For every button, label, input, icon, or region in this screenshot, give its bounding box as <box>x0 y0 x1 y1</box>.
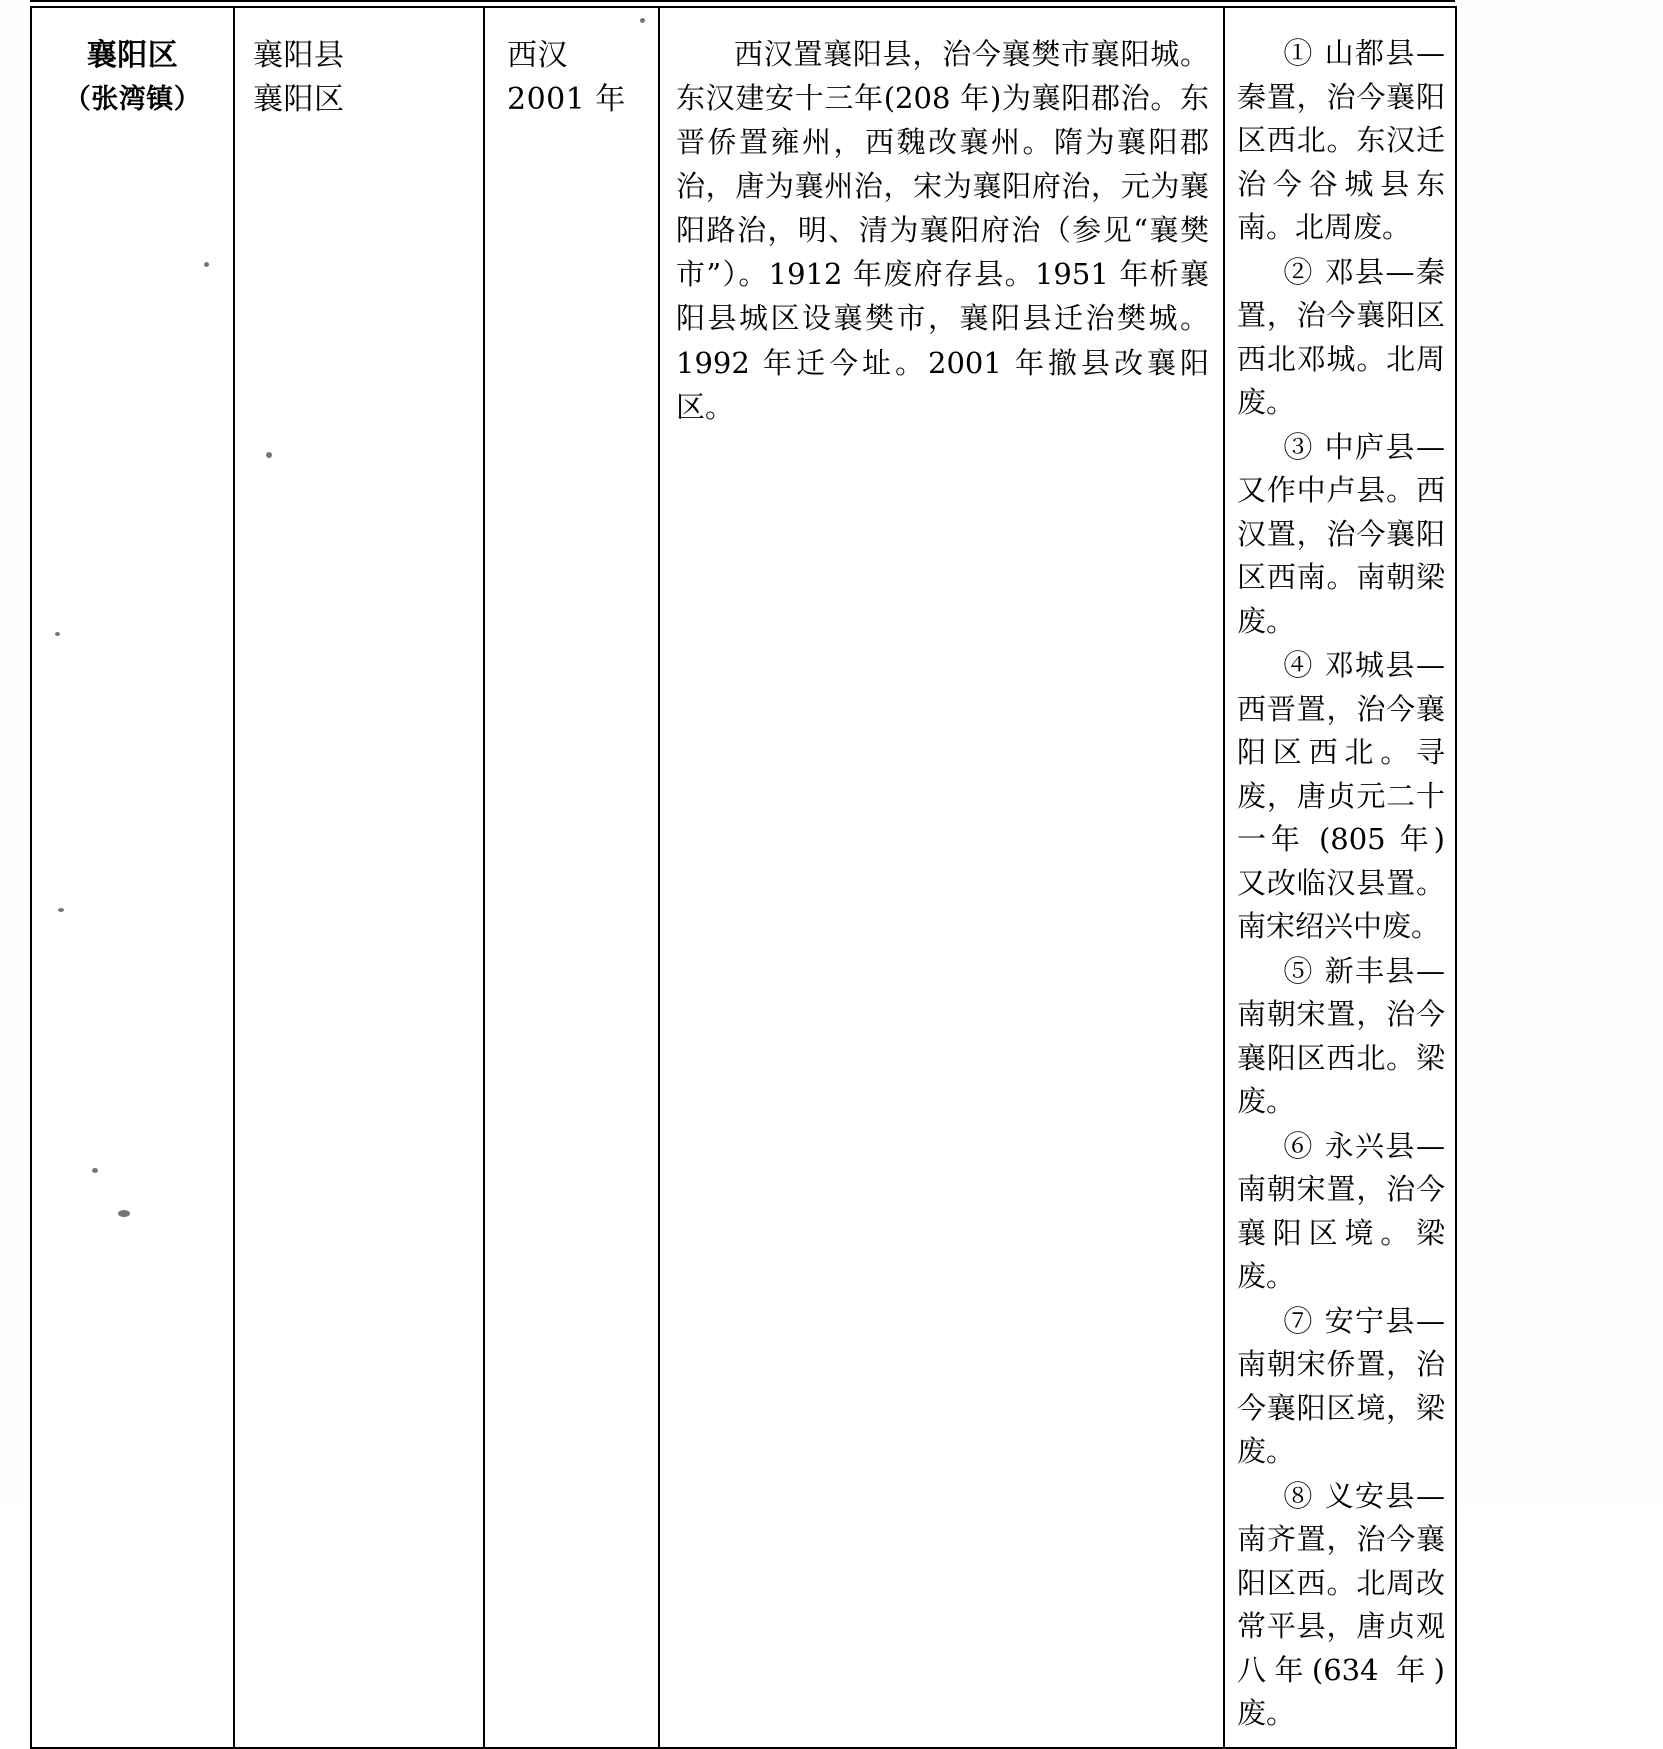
district-seat: （张湾镇） <box>63 83 202 115</box>
note-item: ② 邓县—秦置，治今襄阳区西北邓城。北周废。 <box>1237 254 1445 419</box>
cell-district-name <box>31 7 234 1748</box>
table-top-rule <box>30 0 1455 2</box>
scan-speck <box>640 18 645 23</box>
table-container <box>30 6 1455 1730</box>
cell-founding-era <box>484 7 659 1748</box>
history-description: 西汉置襄阳县，治今襄樊市襄阳城。东汉建安十三年(208 年)为襄阳郡治。东晋侨置雍州，西魏改襄州。隋为襄阳郡治，唐为襄州治，宋为襄阳府治，元为襄阳路治，明、清为襄阳府治（参见“襄樊市”）。1912 年废府存县。1951 年析襄阳县城区设襄樊市，襄阳县迁治樊城。1992 年迁今址。2001 年撤县改襄阳区。 <box>676 37 1209 424</box>
scan-speck <box>55 632 60 636</box>
note-item: ⑥ 永兴县—南朝宋置，治今襄阳区境。梁废。 <box>1237 1128 1445 1293</box>
note-item: ⑧ 义安县—南齐置，治今襄阳区西。北周改常平县，唐贞观八年(634 年)废。 <box>1237 1478 1445 1730</box>
district-name: 襄阳区 <box>86 38 179 73</box>
scan-speck <box>92 1168 98 1173</box>
notes-list <box>1225 8 1455 1747</box>
cell-notes <box>1224 7 1456 1748</box>
founding-year: 2001 年 <box>507 81 626 117</box>
note-item: ⑦ 安宁县—南朝宋侨置，治今襄阳区境，梁废。 <box>1237 1303 1445 1468</box>
table-row <box>31 7 1456 1748</box>
founding-dynasty: 西汉 <box>507 38 568 73</box>
administrative-history-table <box>30 6 1457 1749</box>
cell-history-description <box>659 7 1224 1748</box>
scan-speck <box>118 1210 130 1217</box>
note-item: ④ 邓城县—西晋置，治今襄阳区西北。寻废，唐贞元二十一年 (805 年)又改临汉县置。南宋绍兴中废。 <box>1237 648 1445 943</box>
cell-former-names <box>234 7 484 1748</box>
scan-speck <box>204 262 209 267</box>
note-item: ① 山都县—秦置，治今襄阳区西北。东汉迁治今谷城县东南。北周废。 <box>1237 36 1445 244</box>
former-name-2: 襄阳区 <box>253 81 345 117</box>
note-item: ③ 中庐县—又作中卢县。西汉置，治今襄阳区西南。南朝梁废。 <box>1237 429 1445 638</box>
scan-speck <box>266 452 272 458</box>
note-item: ⑤ 新丰县—南朝宋置，治今襄阳区西北。梁废。 <box>1237 953 1445 1118</box>
former-name-1: 襄阳县 <box>253 38 345 73</box>
scan-speck <box>58 908 64 912</box>
